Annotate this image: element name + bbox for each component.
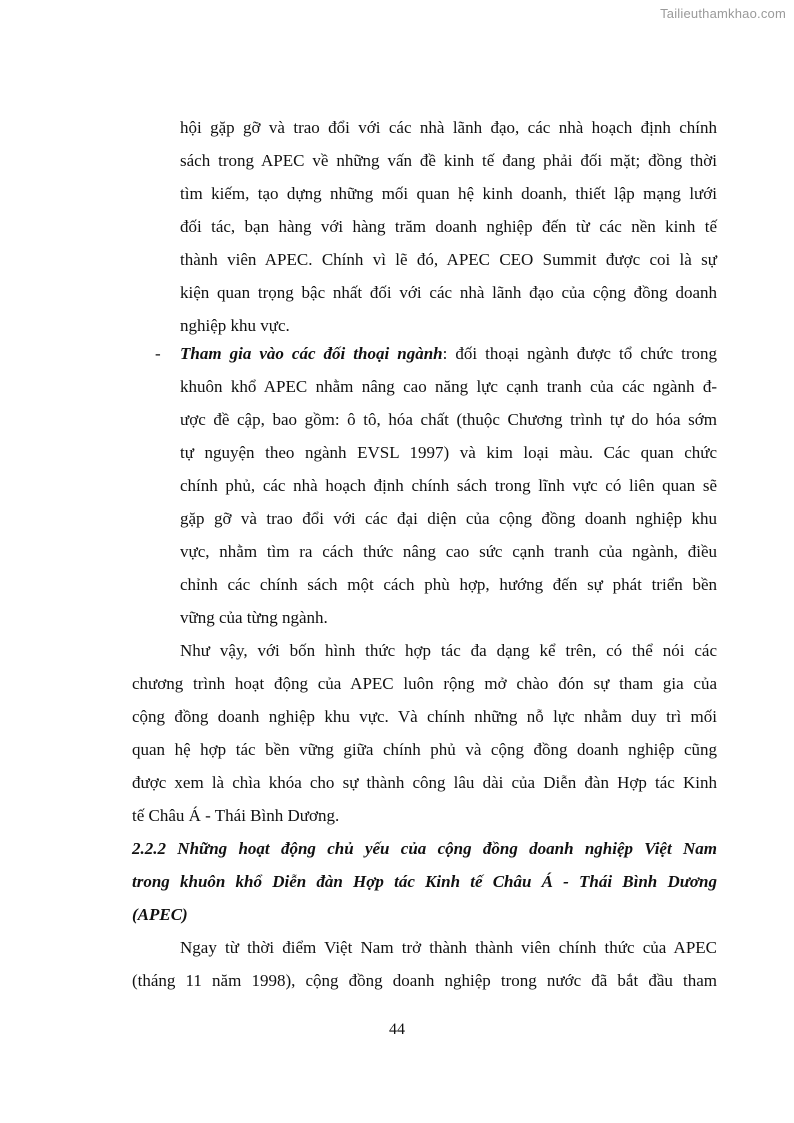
paragraph-line: Ngay từ thời điểm Việt Nam trở thành thành viên chính thức của APEC <box>180 938 717 957</box>
section-heading-line: trong khuôn khổ Diễn đàn Hợp tác Kinh tế Châu Á - Thái Bình Dương <box>132 872 717 891</box>
bullet-line: chính phủ, các nhà hoạch định chính sách trong lĩnh vực có liên quan sẽ <box>180 476 717 495</box>
bullet-dash: - <box>155 344 161 363</box>
paragraph-line: kiện quan trọng bậc nhất đối với các nhà lãnh đạo của cộng đồng doanh <box>180 283 717 302</box>
bullet-line: vững của từng ngành. <box>180 608 328 627</box>
bullet-line: chỉnh các chính sách một cách phù hợp, hướng đến sự phát triển bền <box>180 575 717 594</box>
bullet-lead-rest: : đối thoại ngành được tổ chức trong <box>442 344 717 363</box>
paragraph-line: tế Châu Á - Thái Bình Dương. <box>132 806 340 825</box>
bullet-line: vực, nhằm tìm ra cách thức nâng cao sức cạnh tranh của ngành, điều <box>180 542 717 561</box>
paragraph-line: được xem là chìa khóa cho sự thành công lâu dài của Diễn đàn Hợp tác Kinh <box>132 773 717 792</box>
watermark: Tailieuthamkhao.com <box>660 6 786 21</box>
paragraph-line: cộng đồng doanh nghiệp khu vực. Và chính những nỗ lực nhằm duy trì mối <box>132 707 717 726</box>
paragraph-line: chương trình hoạt động của APEC luôn rộng mở chào đón sự tham gia của <box>132 674 717 693</box>
page-number: 44 <box>389 1021 405 1038</box>
paragraph-line: nghiệp khu vực. <box>180 316 290 335</box>
bullet-lead-term: Tham gia vào các đối thoại ngành <box>180 344 443 363</box>
paragraph-line: sách trong APEC về những vấn đề kinh tế đang phải đối mặt; đồng thời <box>180 151 717 170</box>
paragraph-line: Như vậy, với bốn hình thức hợp tác đa dạng kể trên, có thể nói các <box>180 641 717 660</box>
bullet-line: khuôn khổ APEC nhằm nâng cao năng lực cạnh tranh của các ngành đ- <box>180 377 717 396</box>
paragraph-line: thành viên APEC. Chính vì lẽ đó, APEC CEO Summit được coi là sự <box>180 250 717 269</box>
paragraph-line: (tháng 11 năm 1998), cộng đồng doanh nghiệp trong nước đã bắt đầu tham <box>132 971 717 990</box>
bullet-line: ược đề cập, bao gồm: ô tô, hóa chất (thuộc Chương trình tự do hóa sớm <box>180 410 717 429</box>
paragraph-line: đối tác, bạn hàng với hàng trăm doanh nghiệp đến từ các nền kinh tế <box>180 217 717 236</box>
paragraph-line: hội gặp gỡ và trao đổi với các nhà lãnh đạo, các nhà hoạch định chính <box>180 118 717 137</box>
bullet-line: gặp gỡ và trao đổi với các đại diện của cộng đồng doanh nghiệp khu <box>180 509 717 528</box>
bullet-line: tự nguyện theo ngành EVSL 1997) và kim loại màu. Các quan chức <box>180 443 717 462</box>
section-heading-line: (APEC) <box>132 905 188 924</box>
paragraph-line: quan hệ hợp tác bền vững giữa chính phủ và cộng đồng doanh nghiệp cũng <box>132 740 717 759</box>
bullet-first-line <box>180 344 717 364</box>
section-heading-line: 2.2.2 Những hoạt động chủ yếu của cộng đồng doanh nghiệp Việt Nam <box>132 839 717 858</box>
paragraph-line: tìm kiếm, tạo dựng những mối quan hệ kinh doanh, thiết lập mạng lưới <box>180 184 717 203</box>
